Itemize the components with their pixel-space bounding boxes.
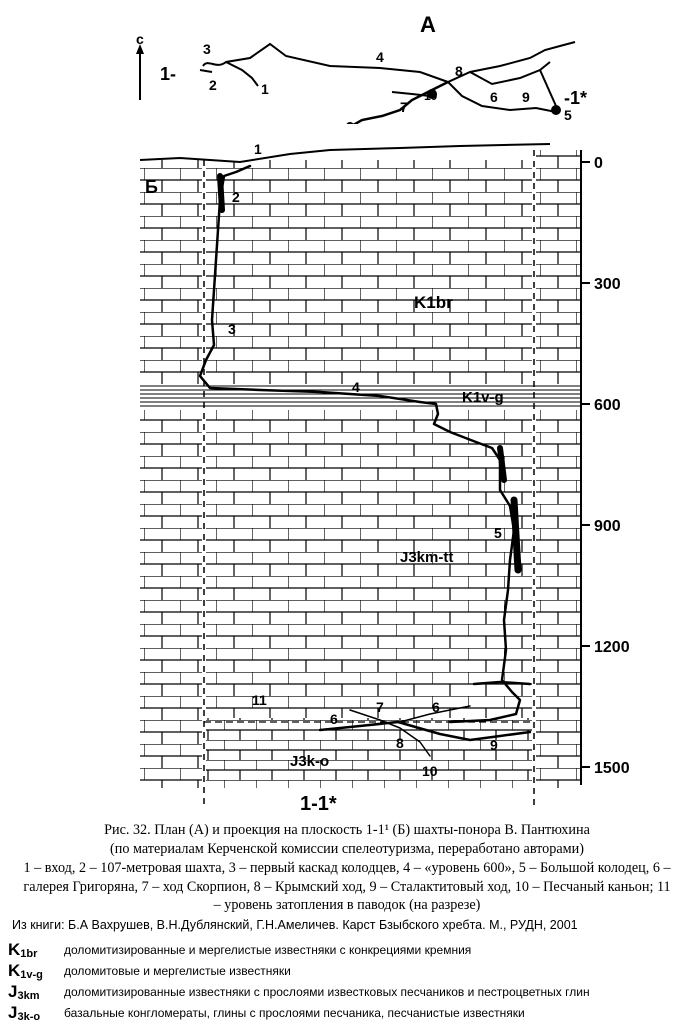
depth-tick-1200: 1200	[594, 639, 630, 656]
figure-caption-subtitle: (по материалам Керченской комиссии спелеотуризма, переработано авторами)	[110, 841, 584, 857]
svg-text:8: 8	[455, 63, 463, 79]
formation-j3km-tt: J3km-tt	[400, 549, 454, 566]
svg-text:6: 6	[330, 711, 338, 727]
source-citation: Из книги: Б.А Вахрушев, В.Н.Дублянский, Г.Н.Амеличев. Карст Бзыбского хребта. М., РУДН, 2001	[12, 918, 578, 932]
legend-row-k1br	[8, 940, 471, 960]
svg-text:4: 4	[352, 379, 360, 395]
legend-symbol: $J_{3k-o}$	[8, 1003, 41, 1023]
legend-symbol: $J_{3km}$	[8, 982, 40, 1002]
svg-text:11: 11	[252, 692, 267, 708]
legend-symbol: $K_{1v-g}$	[8, 961, 43, 981]
legend-description: доломитовые и мергелистые известняки	[64, 964, 291, 978]
svg-text:5: 5	[494, 525, 502, 541]
svg-text:5: 5	[564, 107, 572, 123]
depth-tick-600: 600	[594, 397, 621, 414]
svg-text:2: 2	[232, 189, 240, 205]
svg-text:2: 2	[209, 77, 217, 93]
legend-symbol: $K_{1br}$	[8, 940, 38, 960]
k1v-g-band	[140, 384, 581, 410]
svg-text:7: 7	[376, 699, 384, 715]
svg-text:10: 10	[422, 763, 438, 779]
depth-tick-300: 300	[594, 276, 621, 293]
plan-label: А	[420, 12, 436, 37]
legend-row-j3km	[8, 982, 590, 1002]
svg-text:1: 1	[261, 81, 269, 97]
legend-row-j3k-o	[8, 1003, 525, 1023]
svg-text:6: 6	[490, 89, 498, 105]
plan-end-marker	[551, 105, 561, 115]
svg-text:9: 9	[522, 89, 530, 105]
depth-tick-0: 0	[594, 155, 603, 172]
legend-description: доломитизированные и мергелистые известняки с конкрециями кремния	[64, 943, 472, 957]
profile-rock	[0, 124, 694, 810]
figure-caption-legend: 1 – вход, 2 – 107-метровая шахта, 3 – первый каскад колодцев, 4 – «уровень 600», 5 – Большой колодец, 6 – галерея Григоряна, 7 – ход Скорпион, 8 – Крымский ход, 9 – Сталактитовый ход, 10 – Песчаный каньон; 11 – уровень затопления в паводок (на разрезе)	[23, 860, 671, 913]
svg-text:9: 9	[490, 737, 498, 753]
svg-text:10: 10	[424, 89, 438, 103]
svg-text:4: 4	[376, 49, 384, 65]
svg-text:8: 8	[396, 735, 404, 751]
svg-text:3: 3	[228, 321, 236, 337]
legend-row-k1v-g	[8, 961, 291, 981]
figure-caption-title: Рис. 32. План (А) и проекция на плоскость 1-1¹ (Б) шахты-понора В. Пантюхина	[104, 822, 590, 838]
north-arrow	[136, 31, 144, 100]
legend-description: базальные конгломераты, глины с прослоями песчаника, песчанистые известняки	[64, 1006, 525, 1020]
section-start-label: 1-	[160, 64, 177, 84]
section-title: 1-1*	[300, 793, 337, 815]
depth-tick-900: 900	[594, 518, 621, 535]
section-end-label: -1*	[564, 88, 588, 108]
formation-j3k-o: J3k-o	[290, 753, 330, 770]
plan-passage-labels	[203, 41, 572, 137]
plan-passages	[200, 42, 575, 128]
svg-text:3: 3	[203, 41, 211, 57]
svg-text:6: 6	[432, 699, 440, 715]
depth-tick-1500: 1500	[594, 760, 630, 777]
profile-label: Б	[145, 177, 158, 197]
formation-k1v-g: K1v-g	[462, 389, 504, 406]
legend-description: доломитизированные известняки с прослоями известковых песчаников и пестроцветных глин	[64, 985, 590, 999]
svg-text:1: 1	[254, 141, 262, 157]
svg-text:7: 7	[400, 99, 408, 115]
north-label: с	[136, 31, 144, 47]
formation-k1br: K1br	[414, 293, 453, 312]
